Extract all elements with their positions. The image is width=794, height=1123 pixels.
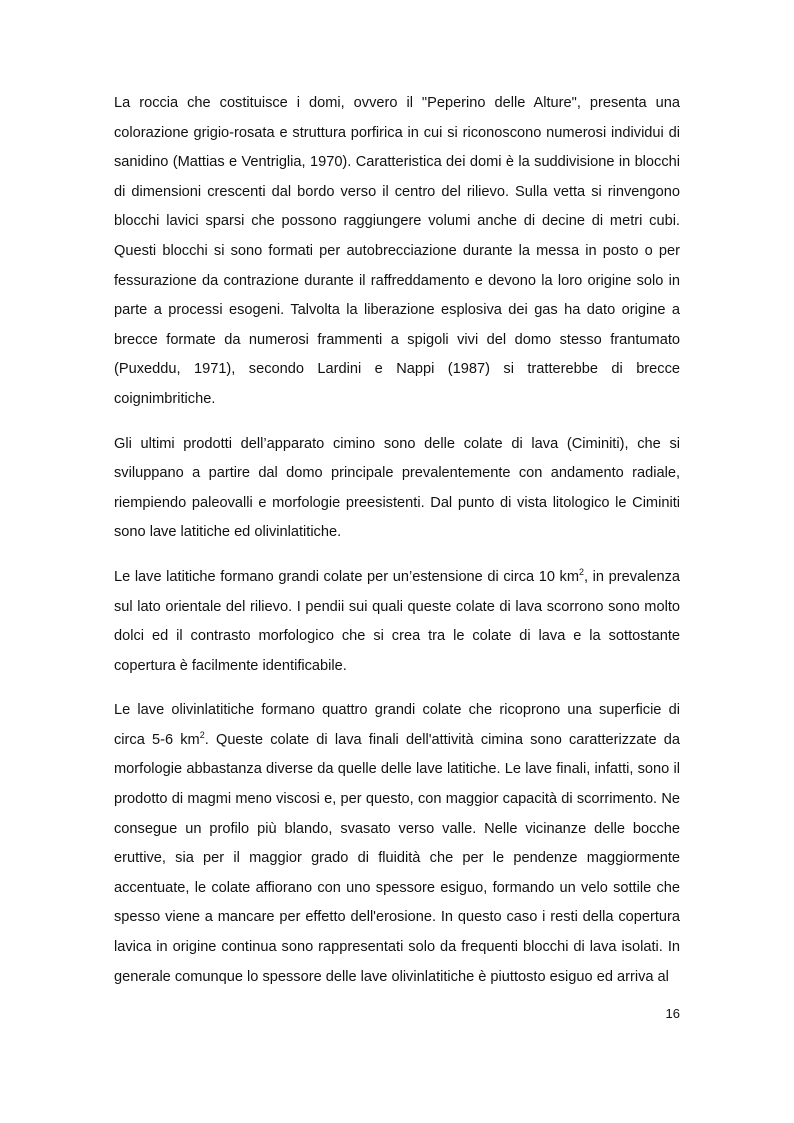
paragraph-text: , in prevalenza sul lato orientale del rilievo. I pendii sui quali queste colate di lava scorrono sono molto dolci ed il contrasto morfologico che si crea tra le colate di lava e la sottostante copertura è facilmente identificabile. <box>114 568 680 674</box>
paragraph-domes-rock: La roccia che costituisce i domi, ovvero il "Peperino delle Alture", presenta una colorazione grigio-rosata e struttura porfirica in cui si riconoscono numerosi individui di sanidino (Mattias e Ventriglia, 1970). Caratteristica dei domi è la suddivisione in blocchi di dimensioni crescenti dal bordo verso il centro del rilievo. Sulla vetta si rinvengono blocchi lavici sparsi che possono raggiungere volumi anche di decine di metri cubi. Questi blocchi si sono formati per autobrecciazione durante la messa in posto o per fessurazione da contrazione durante il raffreddamento e devono la loro origine solo in parte a processi esogeni. Talvolta la liberazione esplosiva dei gas ha dato origine a brecce formate da numerosi frammenti a spigoli vivi del domo stesso frantumato (Puxeddu, 1971), secondo Lardini e Nappi (1987) si tratterebbe di brecce coignimbritiche. <box>114 95 680 407</box>
body-text <box>114 89 680 1007</box>
paragraph-text: Le lave latitiche formano grandi colate per un’estensione di circa 10 km <box>114 568 579 585</box>
superscript: 2 <box>579 566 585 577</box>
superscript: 2 <box>199 729 205 740</box>
paragraph-text: Le lave olivinlatitiche formano quattro grandi colate che ricoprono una superficie di circa 5-6 km <box>114 702 680 748</box>
paragraph-olivinlatitic-lavas <box>114 696 680 992</box>
paragraph-ciminiti: Gli ultimi prodotti dell’apparato cimino sono delle colate di lava (Ciminiti), che si sviluppano a partire dal domo principale prevalentemente con andamento radiale, riempiendo paleovalli e morfologie preesistenti. Dal punto di vista litologico le Ciminiti sono lave latitiche ed olivinlatitiche. <box>114 435 680 541</box>
paragraph-latitic-lavas <box>114 563 680 681</box>
page-number: 16 <box>665 1006 680 1021</box>
paragraph-text: . Queste colate di lava finali dell'attività cimina sono caratterizzate da morfologie abbastanza diverse da quelle delle lave latitiche. Le lave finali, infatti, sono il prodotto di magmi meno viscosi e, per questo, con maggior capacità di scorrimento. Ne consegue un profilo più blando, svasato verso valle. Nelle vicinanze delle bocche eruttive, sia per il maggior grado di fluidità che per le pendenze maggiormente accentuate, le colate affiorano con uno spessore esiguo, formando un velo sottile che spesso viene a mancare per effetto dell'erosione. In questo caso i resti della copertura lavica in origine continua sono rappresentati solo da frequenti blocchi di lava isolati. In generale comunque lo spessore delle lave olivinlatitiche è piuttosto esiguo ed arriva al <box>114 731 681 985</box>
